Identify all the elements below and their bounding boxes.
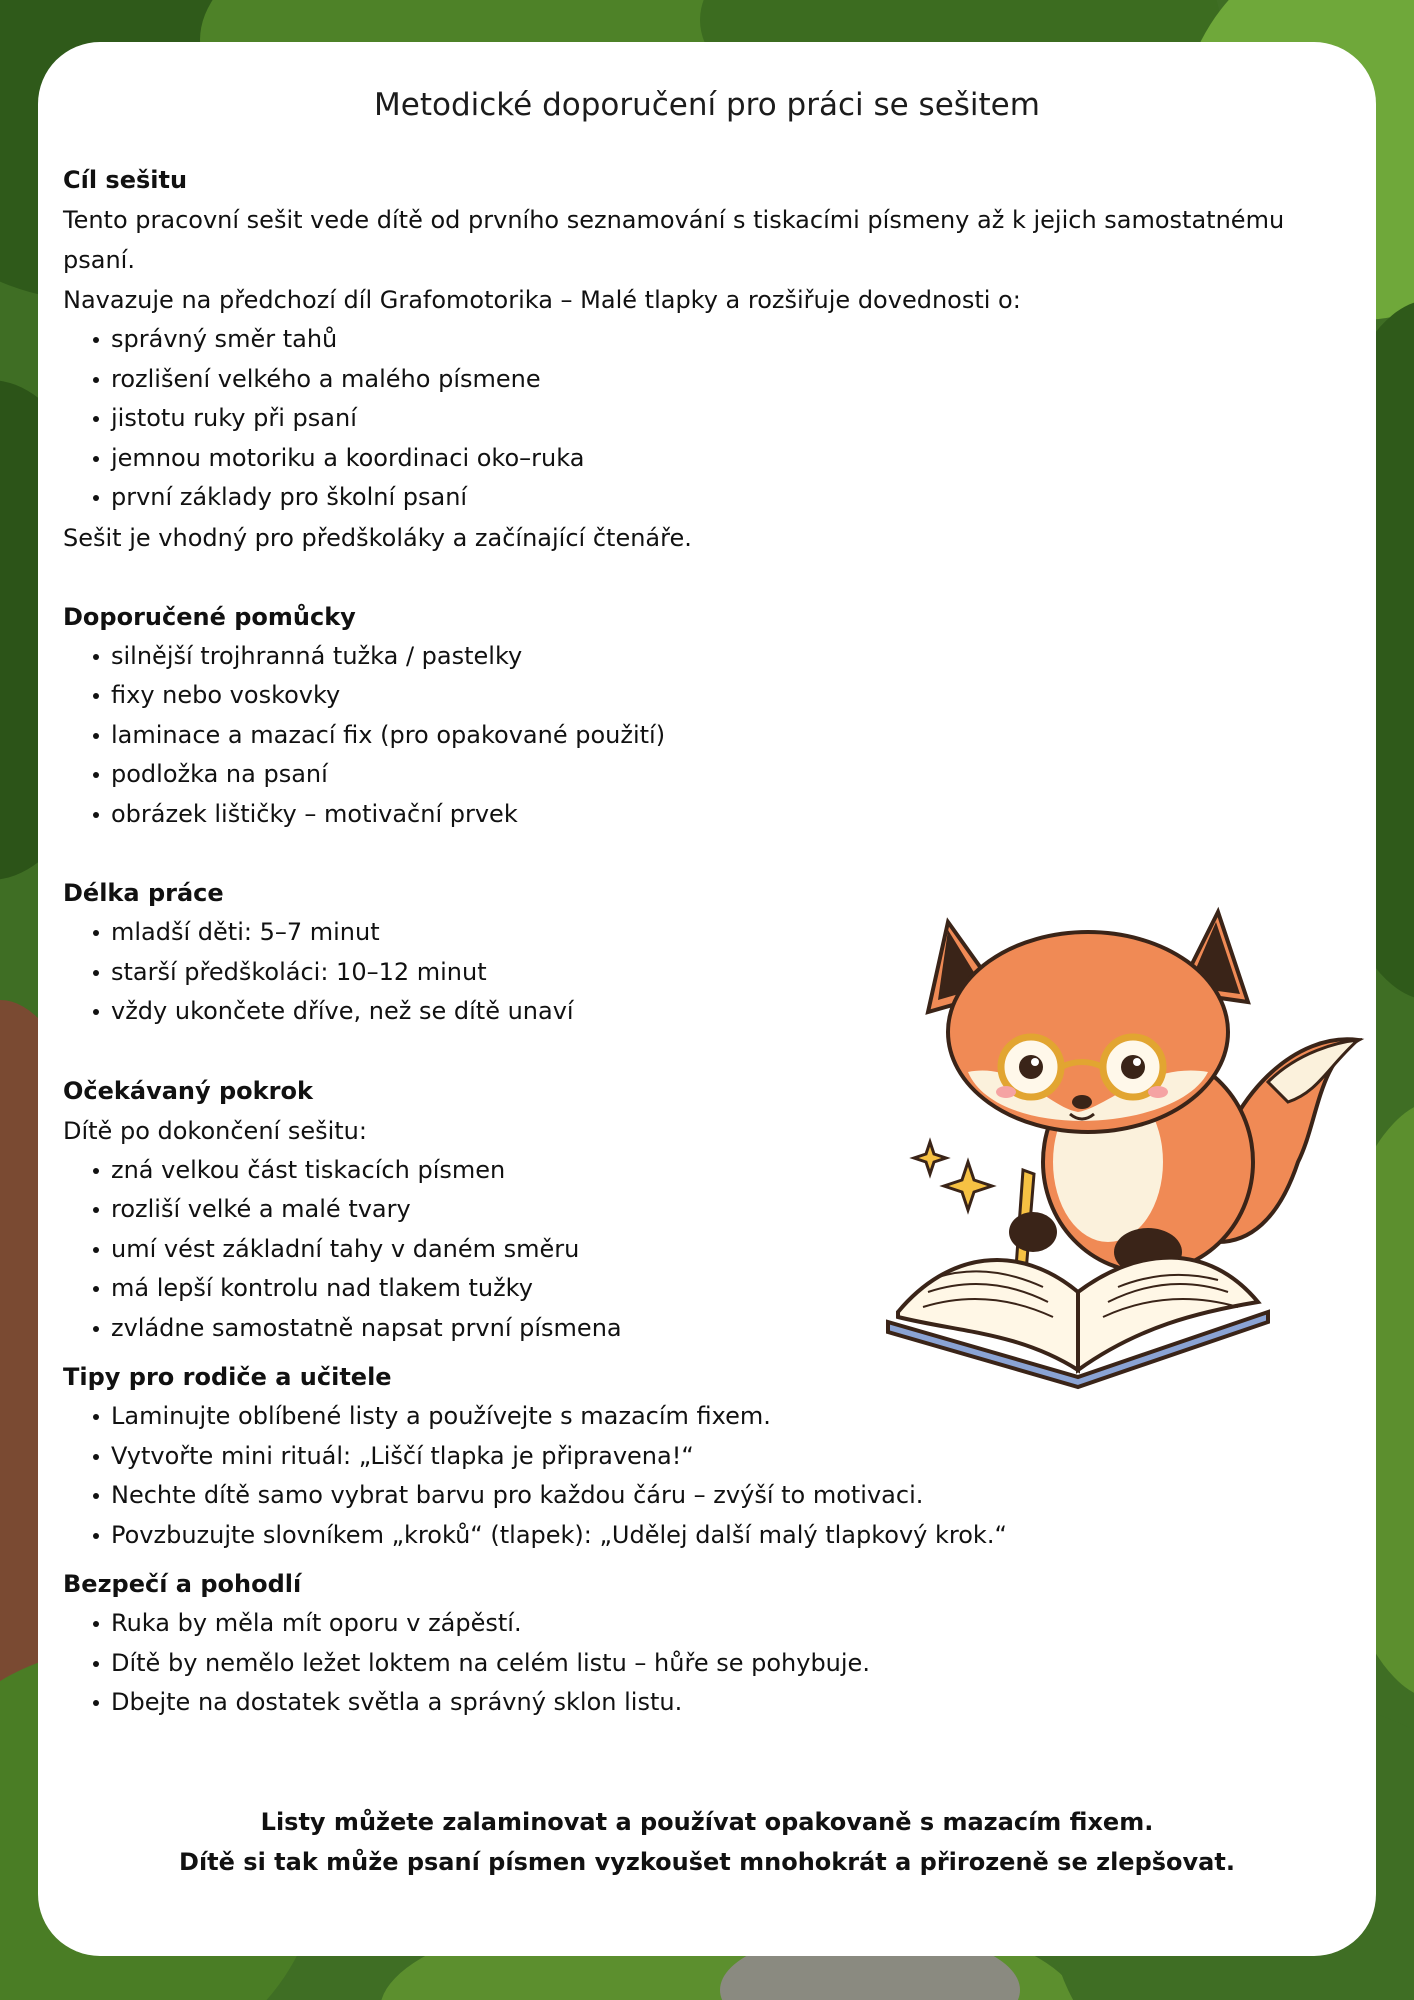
list-item: silnější trojhranná tužka / pastelky <box>111 637 1351 677</box>
list-item: starší předškoláci: 10–12 minut <box>111 953 1351 993</box>
list-item: Povzbuzujte slovníkem „kroků“ (tlapek): „Udělej další malý tlapkový krok.“ <box>111 1516 1351 1556</box>
list-item: zvládne samostatně napsat první písmena <box>111 1309 1351 1349</box>
content-card <box>38 42 1376 1956</box>
list-item: první základy pro školní psaní <box>111 478 1351 518</box>
list-item: Nechte dítě samo vybrat barvu pro každou čáru – zvýší to motivaci. <box>111 1476 1351 1516</box>
section-heading: Bezpečí a pohodlí <box>63 1570 302 1598</box>
section-heading: Tipy pro rodiče a učitele <box>63 1363 392 1391</box>
closing-line: Listy můžete zalaminovat a používat opakovaně s mazacím fixem. <box>260 1808 1154 1836</box>
list-item: Vytvořte mini rituál: „Liščí tlapka je připravena!“ <box>111 1437 1351 1477</box>
list-item: jemnou motoriku a koordinaci oko–ruka <box>111 439 1351 479</box>
list-item: rozliší velké a malé tvary <box>111 1190 1351 1230</box>
section-paragraph: Sešit je vhodný pro předškoláky a začínající čtenáře. <box>63 523 692 552</box>
list-item: mladší děti: 5–7 minut <box>111 913 1351 953</box>
list-item: Laminujte oblíbené listy a používejte s mazacím fixem. <box>111 1397 1351 1437</box>
list-item: vždy ukončete dříve, než se dítě unaví <box>111 992 1351 1032</box>
list-item: Ruka by měla mít oporu v zápěstí. <box>111 1604 1351 1644</box>
fox-reading-book-illustration <box>848 862 1378 1392</box>
bullet-list <box>63 1397 1351 1555</box>
section-safety <box>63 1564 1351 1723</box>
list-item: zná velkou část tiskacích písmen <box>111 1151 1351 1191</box>
section-heading: Doporučené pomůcky <box>63 602 356 631</box>
section-heading: Očekávaný pokrok <box>63 1076 313 1105</box>
list-item: laminace a mazací fix (pro opakované použití) <box>111 716 1351 756</box>
list-item: správný směr tahů <box>111 320 1351 360</box>
bullet-list <box>63 637 1351 835</box>
section-paragraph: Tento pracovní sešit vede dítě od prvního seznamování s tiskacími písmeny až k jejich samostatnému psaní. <box>63 206 1285 274</box>
bullet-list <box>63 1604 1351 1723</box>
closing-note <box>38 1802 1376 1882</box>
closing-line: Dítě si tak může psaní písmen vyzkoušet mnohokrát a přirozeně se zlepšovat. <box>179 1848 1235 1876</box>
page-title: Metodické doporučení pro práci se sešitem <box>374 87 1040 123</box>
list-item: umí vést základní tahy v daném směru <box>111 1230 1351 1270</box>
section-heading: Délka práce <box>63 879 224 907</box>
list-item: jistotu ruky při psaní <box>111 399 1351 439</box>
list-item: Dítě by nemělo ležet loktem na celém listu – hůře se pohybuje. <box>111 1644 1351 1684</box>
list-item: obrázek lištičky – motivační prvek <box>111 795 1351 835</box>
list-item: Dbejte na dostatek světla a správný sklon listu. <box>111 1683 1351 1723</box>
list-item: má lepší kontrolu nad tlakem tužky <box>111 1269 1351 1309</box>
section-tools <box>63 597 1351 835</box>
list-item: podložka na psaní <box>111 755 1351 795</box>
bullet-list <box>63 320 1351 518</box>
section-paragraph: Navazuje na předchozí díl Grafomotorika – Malé tlapky a rozšiřuje dovednosti o: <box>63 286 1021 314</box>
section-goal <box>63 160 1351 558</box>
list-item: rozlišení velkého a malého písmene <box>111 360 1351 400</box>
section-heading: Cíl sešitu <box>63 166 188 194</box>
list-item: fixy nebo voskovky <box>111 676 1351 716</box>
section-paragraph: Dítě po dokončení sešitu: <box>63 1116 367 1145</box>
